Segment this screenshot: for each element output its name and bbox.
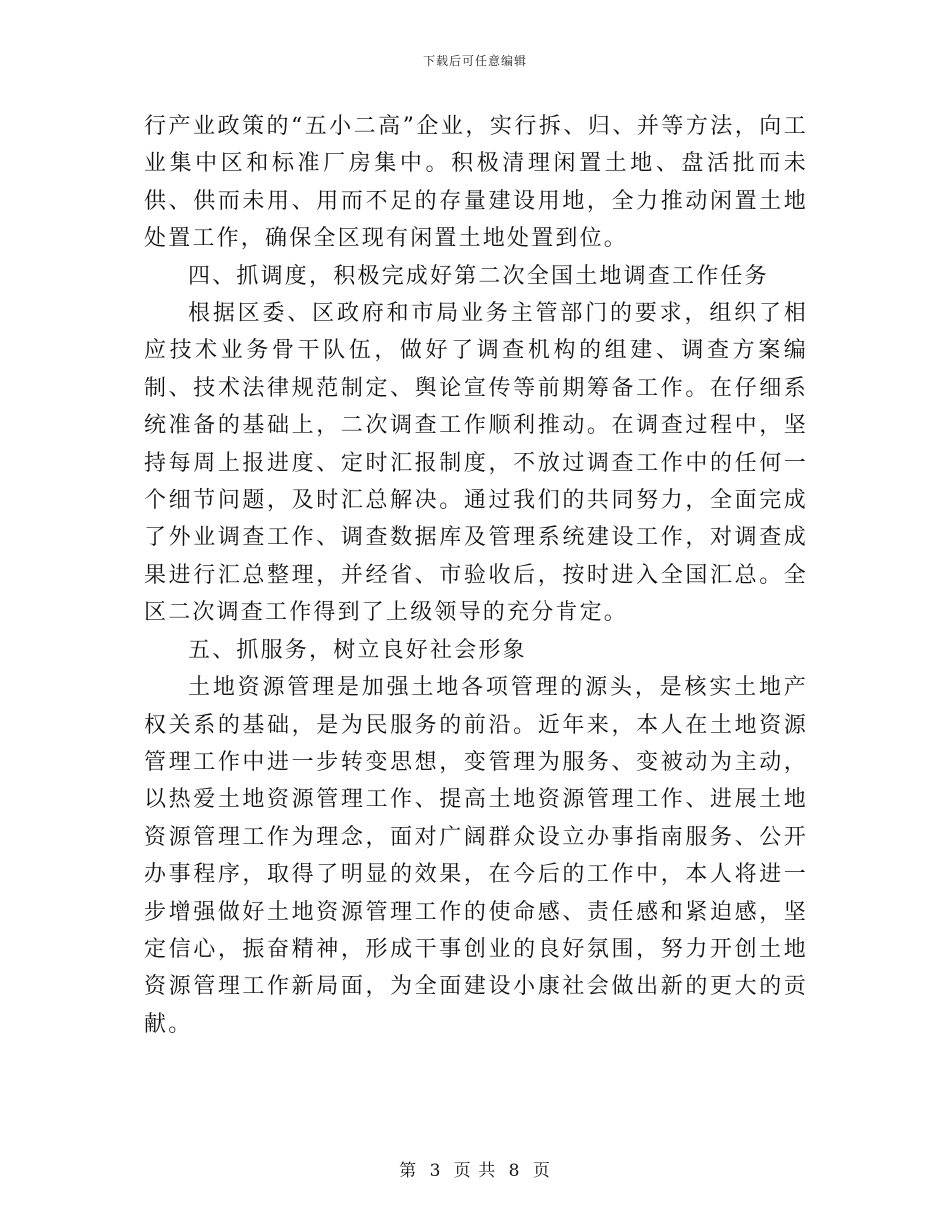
section-heading-five: 五、抓服务，树立良好社会形象 <box>188 637 527 663</box>
section-heading-four: 四、抓调度，积极完成好第二次全国土地调查工作任务 <box>188 263 769 289</box>
paragraph-continuation: 行产业政策的“五小二高”企业，实行拆、归、并等方法，向工业集中区和标准厂房集中。积极清理闲置土地、盘活批而未供、供而未用、用而不足的存量建设用地，全力推动闲置土地处置工作，确保全区现有闲置土地处置到位。 <box>144 114 808 252</box>
paragraph-service: 土地资源管理是加强土地各项管理的源头，是核实土地产权关系的基础，是为民服务的前沿。近年来，本人在土地资源管理工作中进一步转变思想，变管理为服务、变被动为主动，以热爱土地资源管理工作、提高土地资源管理工作、进展土地资源管理工作为理念，面对广阔群众设立办事指南服务、公开办事程序，取得了明显的效果，在今后的工作中，本人将进一步增强做好土地资源管理工作的使命感、责任感和紧迫感，坚定信心，振奋精神，形成干事创业的良好氛围，努力开创土地资源管理工作新局面，为全面建设小康社会做出新的更大的贡献。 <box>144 675 808 1037</box>
paragraph-land-survey: 根据区委、区政府和市局业务主管部门的要求，组织了相应技术业务骨干队伍，做好了调查机构的组建、调查方案编制、技术法律规范制定、舆论宣传等前期筹备工作。在仔细系统准备的基础上，二次调查工作顺利推动。在调查过程中，坚持每周上报进度、定时汇报制度，不放过调查工作中的任何一个细节问题，及时汇总解决。通过我们的共同努力，全面完成了外业调查工作、调查数据库及管理系统建设工作，对调查成果进行汇总整理，并经省、市验收后，按时进入全国汇总。全区二次调查工作得到了上级领导的充分肯定。 <box>144 301 808 626</box>
current-page-number: 3 <box>429 1161 442 1181</box>
footer-prefix: 第 <box>399 1161 418 1181</box>
total-pages-number: 8 <box>508 1161 521 1181</box>
page-header: 下载后可任意编辑 <box>422 54 527 68</box>
footer-middle: 页 共 <box>453 1161 497 1181</box>
document-body <box>144 108 808 1043</box>
page-footer <box>0 1156 950 1181</box>
footer-suffix: 页 <box>532 1161 551 1181</box>
